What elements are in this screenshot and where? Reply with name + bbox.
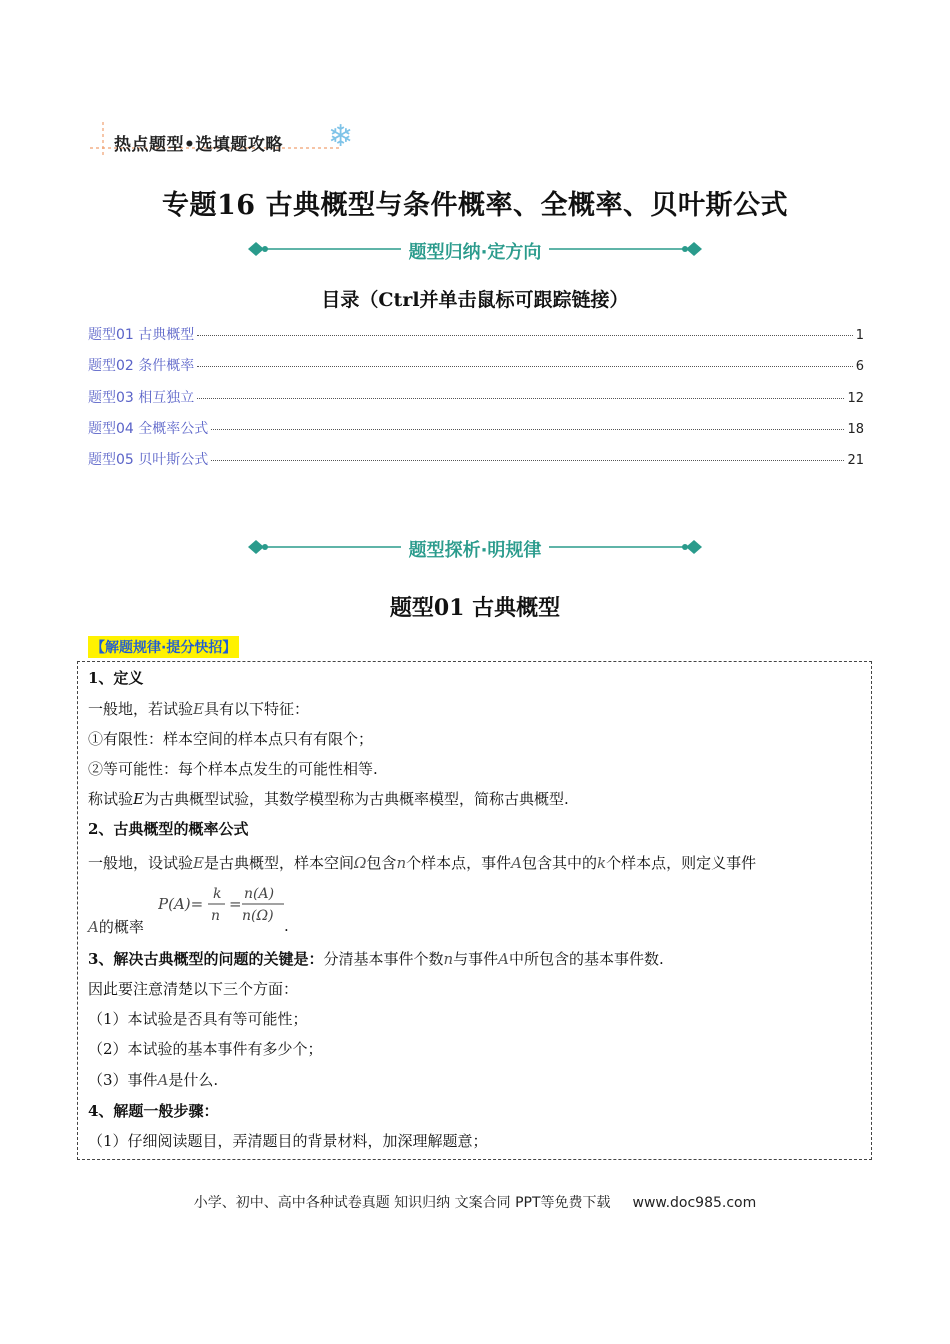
rules-box xyxy=(77,661,872,1160)
section-title: 题型01 古典概型 xyxy=(389,595,561,621)
toc-item-03[interactable] xyxy=(88,387,864,418)
toc-item-label[interactable]: 题型01 古典概型 xyxy=(88,327,195,343)
aspect-1: （1）本试验是否具有等可能性； xyxy=(88,1010,308,1028)
toc-item-label[interactable]: 题型03 相互独立 xyxy=(88,389,195,406)
key-point-line xyxy=(88,948,664,969)
footer-site-link[interactable]: www.doc985.com xyxy=(632,1195,757,1211)
svg-text:P(A)=: P(A)= xyxy=(158,895,204,913)
text: 中所包含的基本事件数. xyxy=(509,950,664,968)
math-symbol: A xyxy=(511,854,522,872)
text: 是古典概型，样本空间 xyxy=(203,854,354,872)
math-symbol: E xyxy=(193,700,204,718)
banner-label: 题型探析·明规律 xyxy=(401,540,550,561)
toc-item-page: 1 xyxy=(855,328,864,343)
toc-item-page: 12 xyxy=(847,390,864,406)
math-symbol: E xyxy=(133,790,144,808)
aspect-2: （2）本试验的基本事件有多少个； xyxy=(88,1040,323,1058)
feature-equal-likely: ②等可能性：每个样本点发生的可能性相等. xyxy=(88,760,378,778)
formula-label xyxy=(88,916,144,937)
svg-text:=: = xyxy=(229,895,242,913)
heading-formula: 2、古典概型的概率公式 xyxy=(88,820,249,838)
toc-leader xyxy=(197,366,852,367)
tip-label: 【解题规律·提分快招】 xyxy=(88,636,239,658)
badge-text: 热点题型•选填题攻略 xyxy=(114,135,283,155)
text: 包含其中的 xyxy=(521,854,597,872)
toc-item-label[interactable]: 题型02 条件概率 xyxy=(88,358,195,375)
text: 一般地，设试验 xyxy=(88,854,194,872)
footer-text: 小学、初中、高中各种试卷真题 知识归纳 文案合同 PPT等免费下载 xyxy=(193,1195,611,1211)
text: 分清基本事件个数 xyxy=(323,950,444,968)
math-symbol: k xyxy=(596,854,607,872)
toc-leader xyxy=(197,335,852,336)
math-symbol: A xyxy=(157,1071,169,1089)
toc-leader xyxy=(211,460,844,461)
aspects-intro: 因此要注意清楚以下三个方面： xyxy=(88,980,299,998)
toc-item-page: 21 xyxy=(847,453,864,469)
svg-text:n: n xyxy=(211,908,221,924)
svg-text:n(Ω): n(Ω) xyxy=(242,908,274,924)
math-symbol: n xyxy=(396,854,407,872)
toc-title: 目录（Ctrl并单击鼠标可跟踪链接） xyxy=(321,289,629,311)
section-banner-induction xyxy=(246,237,704,261)
toc-item-page: 6 xyxy=(855,359,864,375)
probability-formula xyxy=(158,880,288,930)
formula-description xyxy=(88,852,756,873)
formula-period: . xyxy=(284,917,289,935)
svg-text:k: k xyxy=(213,886,222,902)
toc-item-label[interactable]: 题型05 贝叶斯公式 xyxy=(88,452,209,469)
toc-item-02[interactable] xyxy=(88,355,864,386)
toc-leader xyxy=(197,398,844,399)
text: 为古典概型试验，其数学模型称为古典概率模型，简称古典概型. xyxy=(143,790,569,808)
math-symbol: A xyxy=(498,950,509,968)
definition-summary xyxy=(88,788,569,809)
toc-item-label[interactable]: 题型04 全概率公式 xyxy=(88,420,209,437)
math-symbol: Ω xyxy=(353,854,367,872)
text: 一般地，若试验 xyxy=(88,700,194,718)
snowflake-icon: ❄ xyxy=(328,119,354,154)
svg-text:n(A): n(A) xyxy=(244,886,275,902)
aspect-3 xyxy=(88,1069,218,1090)
definition-line xyxy=(88,698,309,719)
banner-label: 题型归纳·定方向 xyxy=(401,242,550,263)
text: 个样本点，则定义事件 xyxy=(606,854,757,872)
toc-item-05[interactable] xyxy=(88,449,864,480)
math-symbol: E xyxy=(193,854,204,872)
feature-finite: ①有限性：样本空间的样本点只有有限个； xyxy=(88,730,374,748)
text: 是什么. xyxy=(168,1071,219,1089)
step-1: （1）仔细阅读题目，弄清题目的背景材料，加深理解题意； xyxy=(88,1132,488,1150)
heading-definition: 1、定义 xyxy=(88,669,144,687)
toc-item-04[interactable] xyxy=(88,418,864,449)
math-symbol: A xyxy=(88,918,99,936)
text: 包含 xyxy=(366,854,397,872)
text: 具有以下特征： xyxy=(203,700,309,718)
toc-item-01[interactable] xyxy=(88,324,864,355)
page-title: 专题16 古典概型与条件概率、全概率、贝叶斯公式 xyxy=(162,190,788,221)
toc-item-page: 18 xyxy=(847,421,864,437)
section-banner-analysis xyxy=(246,535,704,559)
text: 个样本点，事件 xyxy=(406,854,512,872)
toc-leader xyxy=(211,429,844,430)
text: 的概率 xyxy=(98,918,144,936)
text: 称试验 xyxy=(88,790,134,808)
math-symbol: n xyxy=(443,950,454,968)
table-of-contents xyxy=(88,324,864,480)
page-footer xyxy=(0,1192,950,1212)
key-point-heading: 3、解决古典概型的问题的关键是： xyxy=(88,950,324,968)
text: （3）事件 xyxy=(88,1071,158,1089)
heading-steps: 4、解题一般步骤： xyxy=(88,1102,219,1120)
text: 与事件 xyxy=(453,950,499,968)
formula-graphic xyxy=(158,880,288,930)
